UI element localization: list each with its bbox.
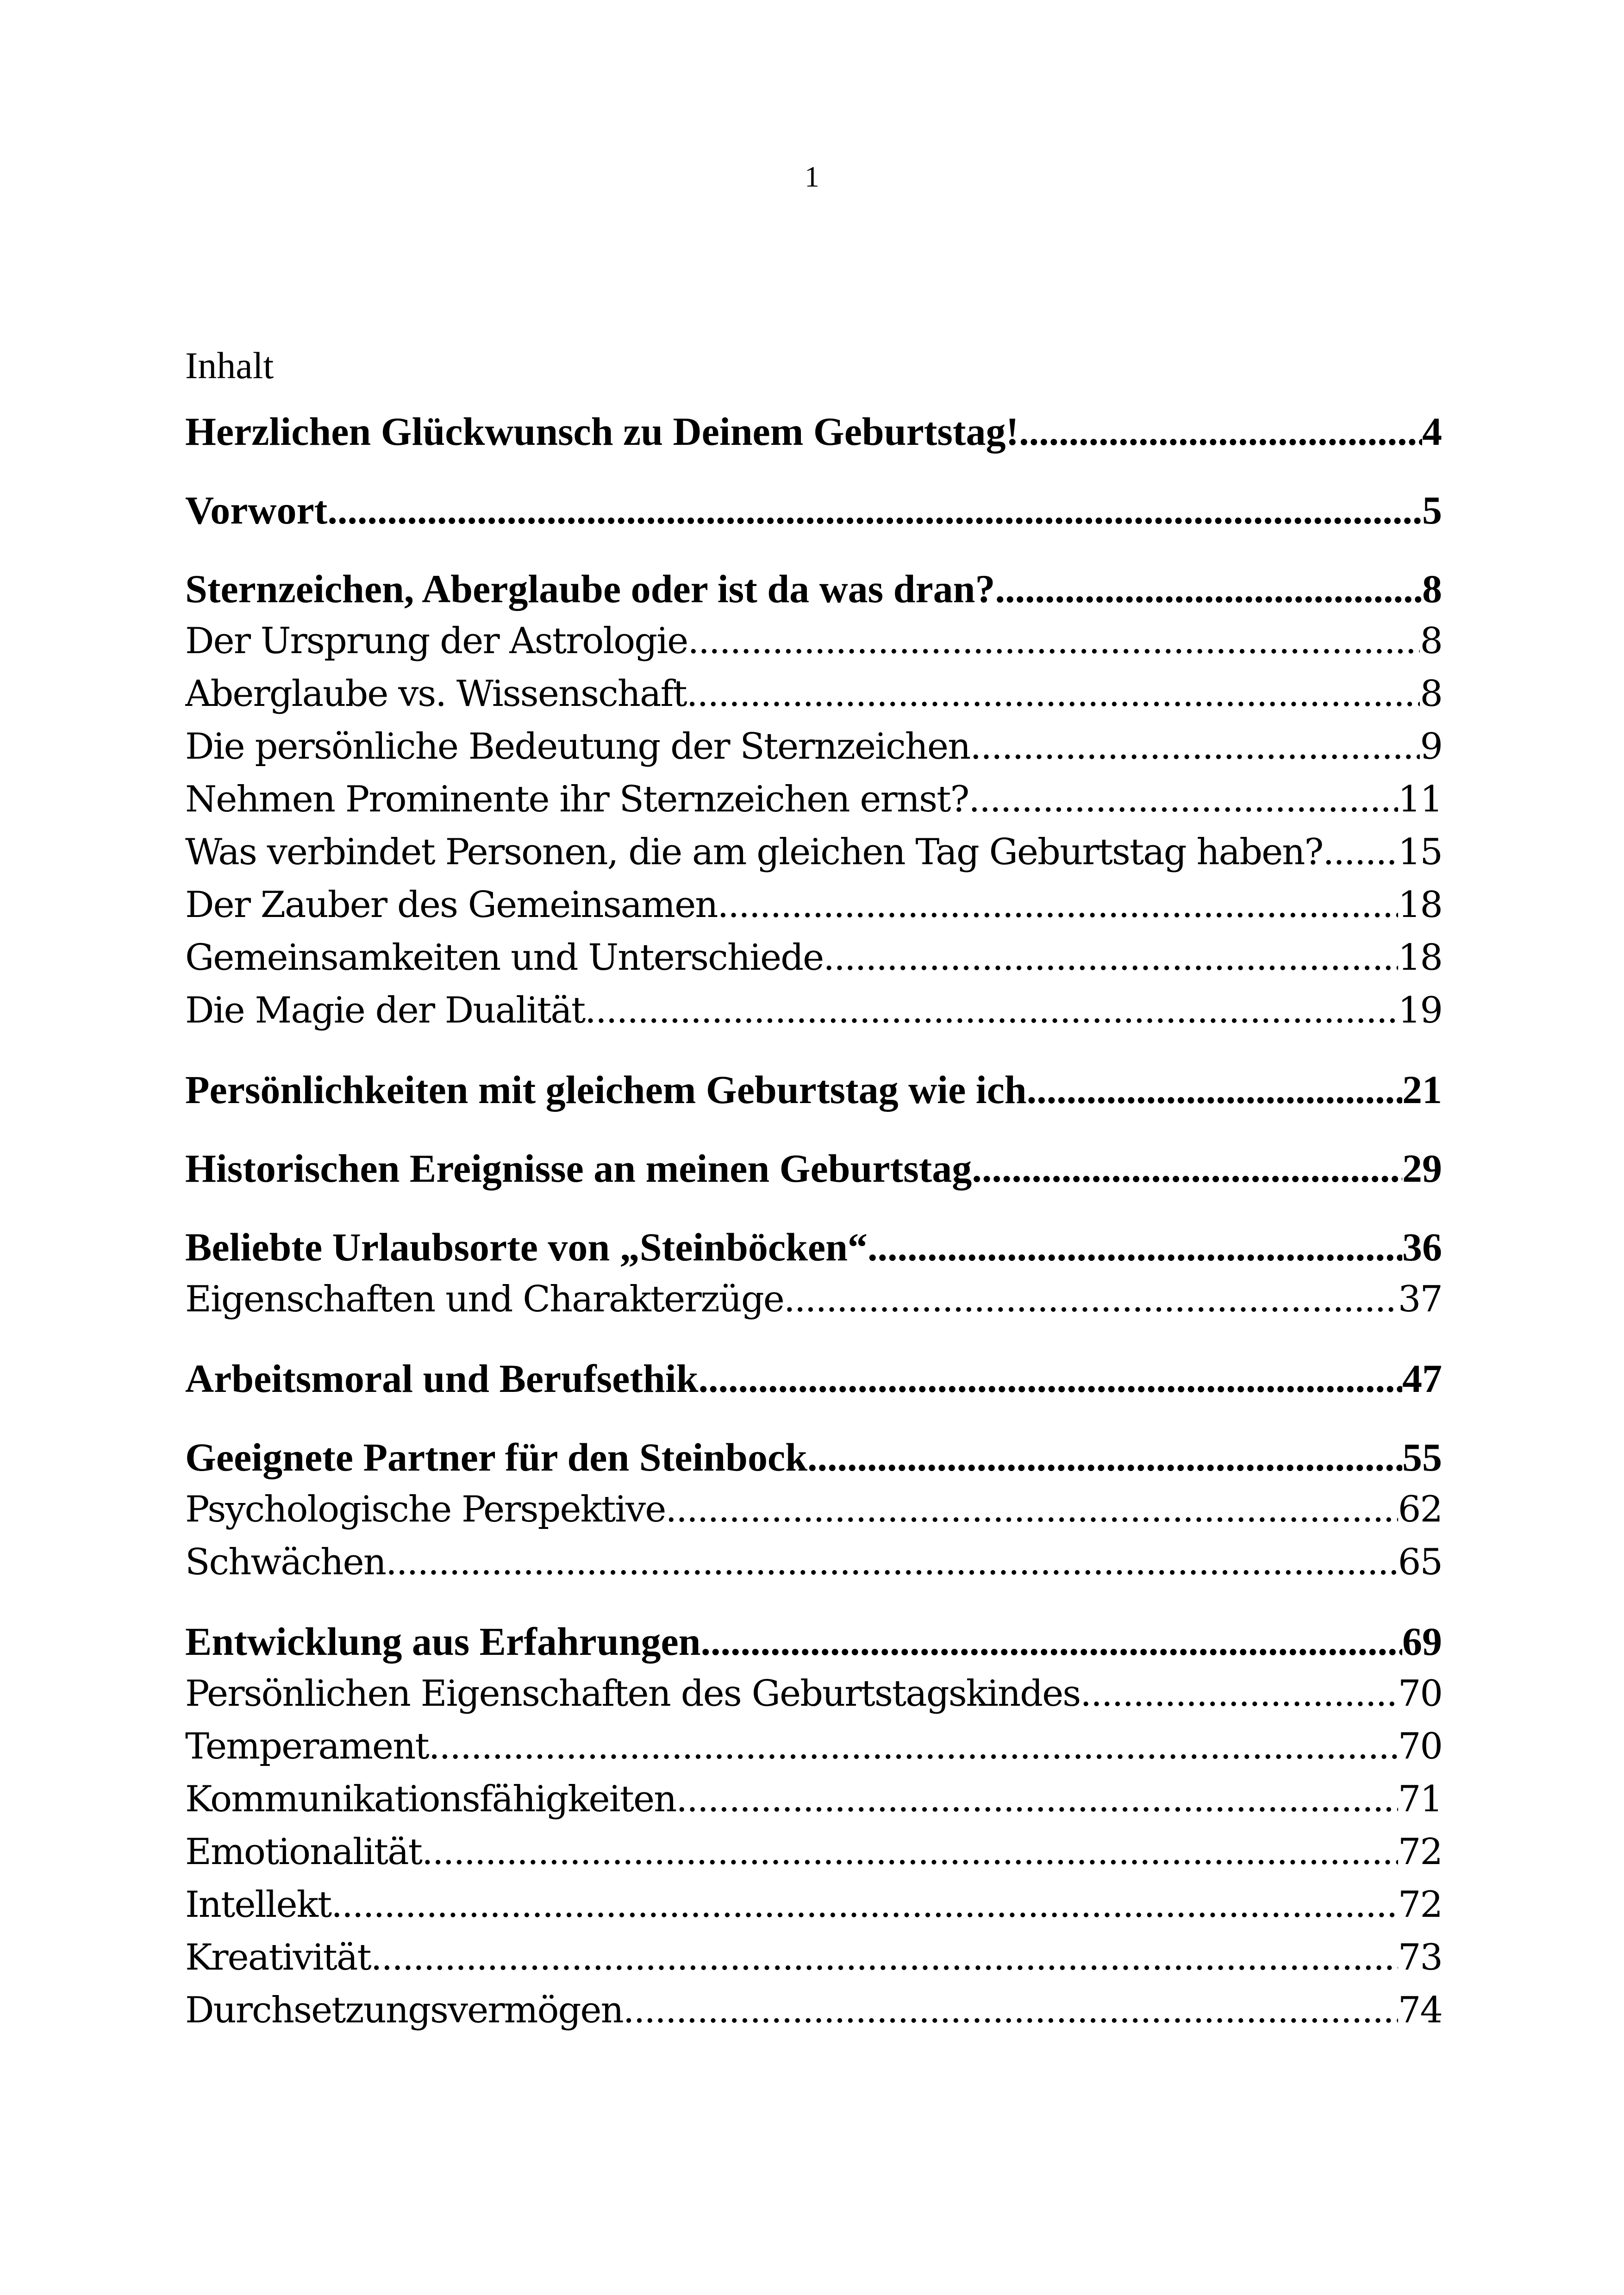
toc-dot-leader — [717, 879, 1398, 931]
toc-entry-title: Geeignete Partner für den Steinbock — [185, 1435, 808, 1479]
toc-entry-title: Der Zauber des Gemeinsamen — [185, 884, 718, 926]
toc-entry-page: 4 — [1422, 409, 1442, 454]
toc-entry-title: Herzlichen Glückwunsch zu Deinem Geburtstag! — [185, 409, 1019, 454]
toc-dot-leader — [623, 1984, 1398, 2037]
toc-section-entry[interactable] — [185, 773, 1442, 826]
toc-entry-page: 9 — [1420, 726, 1442, 767]
toc-entry-page: 21 — [1402, 1067, 1442, 1112]
toc-dot-leader — [807, 1431, 1402, 1483]
toc-entry-page: 74 — [1398, 1989, 1442, 2031]
toc-chapter-entry[interactable] — [185, 1064, 1442, 1116]
toc-chapter-entry[interactable] — [185, 1221, 1442, 1273]
toc-entry-page: 18 — [1398, 884, 1442, 926]
toc-entry-title: Eigenschaften und Charakterzüge — [185, 1278, 784, 1320]
toc-section-entry[interactable] — [185, 1773, 1442, 1826]
toc-section-entry[interactable] — [185, 1273, 1442, 1326]
toc-entry-title: Historischen Ereignisse an meinen Geburtstag — [185, 1146, 972, 1191]
toc-section-entry[interactable] — [185, 615, 1442, 667]
toc-entry-title: Beliebte Urlaubsorte von „Steinböcken“ — [185, 1225, 868, 1269]
toc-entry-title: Aberglaube vs. Wissenschaft — [185, 673, 687, 715]
toc-entry-page: 47 — [1402, 1356, 1442, 1401]
toc-heading: Inhalt — [185, 344, 274, 387]
toc-entry-title: Arbeitsmoral und Berufsethik — [185, 1356, 699, 1401]
toc-dot-leader — [676, 1773, 1398, 1826]
toc-entry-page: 70 — [1398, 1726, 1442, 1767]
toc-entry-title: Entwicklung aus Erfahrungen — [185, 1619, 701, 1664]
toc-entry-title: Der Ursprung der Astrologie — [185, 620, 688, 662]
toc-entry-title: Temperament — [185, 1726, 429, 1767]
toc-dot-leader — [968, 773, 1398, 826]
toc-entry-title: Die Magie der Dualität — [185, 990, 585, 1031]
toc-dot-leader — [972, 1142, 1402, 1194]
toc-entry-page: 11 — [1398, 779, 1442, 820]
toc-dot-leader — [701, 1615, 1402, 1667]
toc-dot-leader — [687, 615, 1420, 667]
toc-chapter-entry[interactable] — [185, 484, 1442, 536]
toc-chapter-entry[interactable] — [185, 1142, 1442, 1194]
toc-section-entry[interactable] — [185, 826, 1442, 879]
toc-entry-page: 8 — [1420, 673, 1442, 715]
toc-dot-leader — [1323, 826, 1398, 879]
toc-chapter-entry[interactable] — [185, 1353, 1442, 1404]
toc-entry-title: Was verbindet Personen, die am gleichen Tag Geburtstag haben? — [185, 831, 1323, 873]
toc-entry-page: 55 — [1402, 1435, 1442, 1479]
toc-entry-title: Durchsetzungsvermögen — [185, 1989, 623, 2031]
toc-section-entry[interactable] — [185, 1536, 1442, 1589]
table-of-contents — [185, 338, 1442, 2037]
toc-dot-leader — [698, 1353, 1402, 1404]
toc-entry-page: 15 — [1398, 831, 1442, 873]
toc-entry-page: 70 — [1398, 1673, 1442, 1715]
toc-chapter-entry[interactable] — [185, 563, 1442, 615]
page-number: 1 — [805, 160, 819, 193]
toc-dot-leader — [1019, 405, 1422, 457]
toc-entry-page: 62 — [1398, 1489, 1442, 1530]
toc-section-entry[interactable] — [185, 1931, 1442, 1984]
toc-dot-leader — [970, 720, 1420, 773]
toc-dot-leader — [371, 1931, 1398, 1984]
toc-entry-page: 37 — [1398, 1278, 1442, 1320]
toc-section-entry[interactable] — [185, 1826, 1442, 1878]
toc-section-entry[interactable] — [185, 1984, 1442, 2037]
toc-entry-page: 73 — [1398, 1937, 1442, 1978]
toc-entry-page: 29 — [1402, 1146, 1442, 1191]
toc-section-entry[interactable] — [185, 1878, 1442, 1931]
toc-entry-title: Psychologische Perspektive — [185, 1489, 666, 1530]
toc-entry-title: Kommunikationsfähigkeiten — [185, 1778, 676, 1820]
toc-dot-leader — [687, 667, 1420, 720]
toc-entry-page: 69 — [1402, 1619, 1442, 1664]
toc-dot-leader — [429, 1720, 1398, 1773]
toc-dot-leader — [784, 1273, 1398, 1326]
toc-entry-title: Persönlichen Eigenschaften des Geburtstagskindes — [185, 1673, 1081, 1715]
toc-entry-title: Kreativität — [185, 1937, 371, 1978]
toc-entry-page: 71 — [1398, 1778, 1442, 1820]
toc-entry-title: Nehmen Prominente ihr Sternzeichen ernst? — [185, 779, 969, 820]
toc-entry-page: 8 — [1422, 567, 1442, 611]
toc-entry-title: Sternzeichen, Aberglaube oder ist da was dran? — [185, 567, 995, 611]
toc-chapter-entry[interactable] — [185, 1615, 1442, 1667]
toc-dot-leader — [665, 1483, 1398, 1536]
toc-chapter-entry[interactable] — [185, 1431, 1442, 1483]
toc-entry-page: 18 — [1398, 937, 1442, 979]
toc-entry-page: 72 — [1398, 1831, 1442, 1873]
toc-section-entry[interactable] — [185, 931, 1442, 984]
toc-entry-title: Persönlichkeiten mit gleichem Geburtstag wie ich — [185, 1067, 1027, 1112]
toc-section-entry[interactable] — [185, 879, 1442, 931]
toc-dot-leader — [868, 1221, 1402, 1273]
toc-section-entry[interactable] — [185, 1667, 1442, 1720]
toc-entry-title: Vorwort — [185, 488, 328, 532]
toc-entry-title: Gemeinsamkeiten und Unterschiede — [185, 937, 824, 979]
toc-section-entry[interactable] — [185, 984, 1442, 1037]
toc-list — [185, 405, 1442, 2037]
toc-section-entry[interactable] — [185, 720, 1442, 773]
toc-dot-leader — [422, 1826, 1398, 1878]
toc-entry-page: 72 — [1398, 1884, 1442, 1926]
toc-section-entry[interactable] — [185, 1720, 1442, 1773]
toc-dot-leader — [327, 484, 1422, 536]
toc-chapter-entry[interactable] — [185, 405, 1442, 457]
toc-section-entry[interactable] — [185, 1483, 1442, 1536]
toc-entry-page: 36 — [1402, 1225, 1442, 1269]
toc-entry-page: 65 — [1398, 1541, 1442, 1583]
toc-entry-title: Intellekt — [185, 1884, 331, 1926]
toc-entry-title: Emotionalität — [185, 1831, 422, 1873]
toc-dot-leader — [995, 563, 1422, 615]
toc-section-entry[interactable] — [185, 667, 1442, 720]
toc-dot-leader — [585, 984, 1398, 1037]
toc-dot-leader — [386, 1536, 1398, 1589]
toc-dot-leader — [1027, 1064, 1402, 1116]
toc-entry-title: Schwächen — [185, 1541, 386, 1583]
toc-dot-leader — [823, 931, 1398, 984]
toc-entry-page: 19 — [1398, 990, 1442, 1031]
toc-entry-title: Die persönliche Bedeutung der Sternzeichen — [185, 726, 970, 767]
toc-entry-page: 8 — [1420, 620, 1442, 662]
toc-dot-leader — [331, 1878, 1398, 1931]
toc-entry-page: 5 — [1422, 488, 1442, 532]
toc-dot-leader — [1080, 1667, 1398, 1720]
